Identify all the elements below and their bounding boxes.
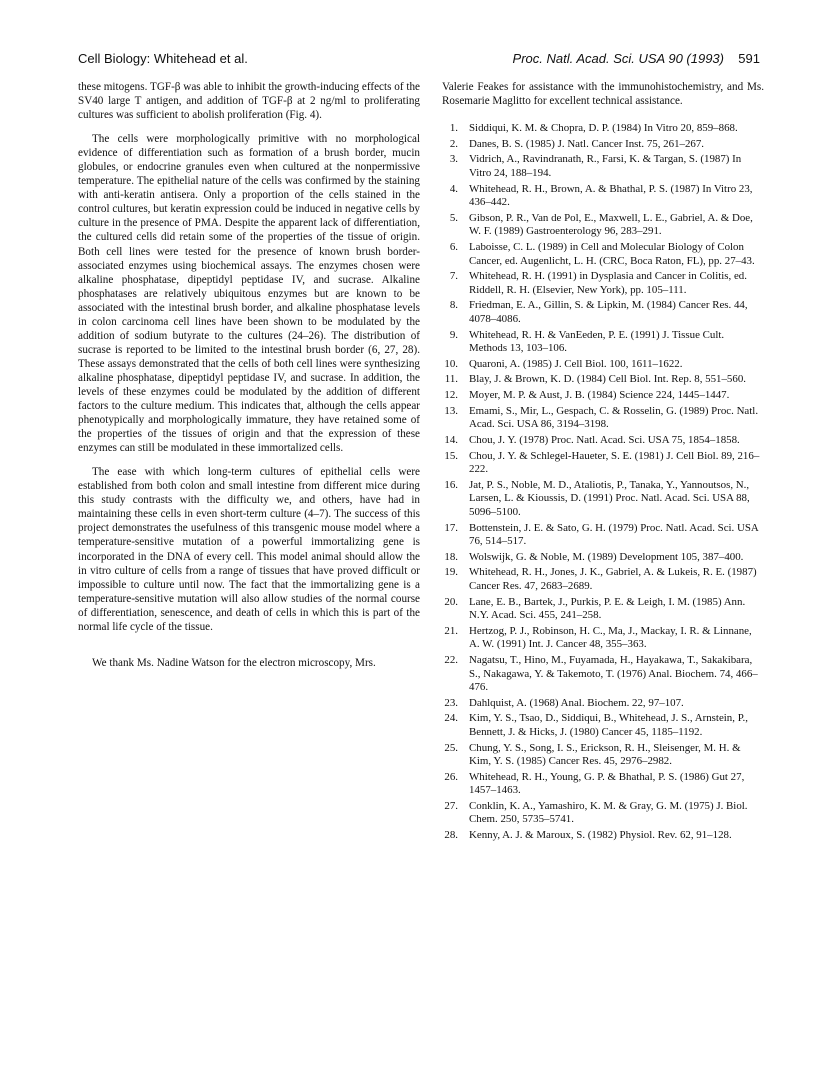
- reference-text: Laboisse, C. L. (1989) in Cell and Molecular Biology of Colon Cancer, ed. Augenlicht, L. H. (CRC, Boca Raton, FL), pp. 27–43.: [469, 241, 755, 267]
- reference-number: 20.: [444, 595, 458, 608]
- reference-text: Chou, J. Y. (1978) Proc. Natl. Acad. Sci. USA 75, 1854–1858.: [469, 434, 740, 447]
- reference-item: [442, 742, 764, 769]
- reference-item: [442, 551, 764, 565]
- reference-number: 27.: [444, 799, 458, 812]
- reference-number: 15.: [444, 449, 458, 462]
- reference-number: 18.: [444, 550, 458, 563]
- reference-number: 22.: [444, 654, 458, 667]
- reference-item: [442, 697, 764, 711]
- reference-number: 28.: [444, 829, 458, 842]
- reference-item: [442, 270, 764, 297]
- reference-item: [442, 479, 764, 520]
- reference-item: [442, 299, 764, 326]
- reference-text: Gibson, P. R., Van de Pol, E., Maxwell, L. E., Gabriel, A. & Doe, W. F. (1989) Gastroenterology 96, 283–291.: [469, 211, 753, 238]
- reference-number: 26.: [444, 770, 458, 783]
- reference-text: Emami, S., Mir, L., Gespach, C. & Rosselin, G. (1989) Proc. Natl. Acad. Sci. USA 86, 3194–3198.: [469, 404, 759, 431]
- reference-text: Chou, J. Y. & Schlegel-Haueter, S. E. (1981) J. Cell Biol. 89, 216–222.: [469, 449, 760, 476]
- reference-item: [442, 654, 764, 695]
- reference-text: Chung, Y. S., Song, I. S., Erickson, R. H., Sleisenger, M. H. & Kim, Y. S. (1985) Cancer Res. 45, 2976–2982.: [469, 741, 741, 768]
- reference-text: Whitehead, R. H. & VanEeden, P. E. (1991) J. Tissue Cult. Methods 13, 103–106.: [469, 328, 725, 355]
- reference-text: Kim, Y. S., Tsao, D., Siddiqui, B., Whitehead, J. S., Arnstein, P., Bennett, J. & Hicks, J. (1980) Cancer 45, 1185–1192.: [469, 712, 748, 738]
- reference-item: [442, 566, 764, 593]
- reference-item: [442, 241, 764, 268]
- reference-item: [442, 522, 764, 549]
- body-paragraph: The ease with which long-term cultures of epithelial cells were established from both colon and small intestine from different mice during this study contrasts with the difficulty we, and others, have had in maintaining these cells in even short-term culture (4–7). The success of this project demonstrates the usefulness of this transgenic mouse model where a temperature-sensitive mutation of a powerful immortalizing gene is incorporated in the DNA of every cell. This model animal should allow the in vitro culture of cells from a range of tissues that have proved difficult or impossible to culture until now. The fact that the immortalizing gene is a temperature-sensitive mutation will also allow studies of the normal course of differentiation, senescence, and death of cells in which this is part of the normal life cycle of the tissue.: [78, 466, 420, 633]
- reference-number: 3.: [449, 153, 458, 166]
- reference-item: [442, 329, 764, 356]
- reference-number: 14.: [444, 434, 458, 447]
- reference-number: 12.: [444, 389, 458, 402]
- reference-text: Whitehead, R. H., Young, G. P. & Bhathal, P. S. (1986) Gut 27, 1457–1463.: [469, 770, 745, 797]
- reference-text: Friedman, E. A., Gillin, S. & Lipkin, M. (1984) Cancer Res. 44, 4078–4086.: [469, 299, 748, 325]
- reference-text: Hertzog, P. J., Robinson, H. C., Ma, J., Mackay, I. R. & Linnane, A. W. (1991) Int. J. Cancer 48, 355–363.: [469, 624, 752, 651]
- reference-number: 23.: [444, 696, 458, 709]
- acknowledgment: We thank Ms. Nadine Watson for the electron microscopy, Mrs.: [92, 656, 376, 669]
- page-number: 591: [738, 51, 760, 66]
- reference-number: 16.: [444, 478, 458, 491]
- left-column: [78, 80, 420, 681]
- reference-number: 6.: [449, 241, 458, 254]
- reference-number: 9.: [449, 328, 458, 341]
- reference-text: Lane, E. B., Bartek, J., Purkis, P. E. & Leigh, I. M. (1985) Ann. N.Y. Acad. Sci. 455, 241–258.: [469, 595, 746, 622]
- paragraph-gap: [78, 455, 420, 465]
- reference-item: [442, 712, 764, 739]
- reference-number: 8.: [449, 299, 458, 312]
- reference-text: Jat, P. S., Noble, M. D., Ataliotis, P., Tanaka, Y., Yannoutsos, N., Larsen, L. & Kioussis, D. (1991) Proc. Natl. Acad. Sci. USA 88, 5096–5100.: [469, 478, 750, 518]
- reference-text: Wolswijk, G. & Noble, M. (1989) Development 105, 387–400.: [469, 550, 744, 563]
- acknowledgment-continued: Valerie Feakes for assistance with the immunohistochemistry, and Ms. Rosemarie Maglitto for excellent technical assistance.: [442, 81, 764, 108]
- reference-item: [442, 153, 764, 180]
- reference-number: 5.: [449, 211, 458, 224]
- reference-number: 21.: [444, 624, 458, 637]
- reference-text: Blay, J. & Brown, K. D. (1984) Cell Biol. Int. Rep. 8, 551–560.: [469, 373, 746, 386]
- reference-text: Vidrich, A., Ravindranath, R., Farsi, K. & Targan, S. (1987) In Vitro 24, 188–194.: [469, 153, 742, 179]
- reference-text: Whitehead, R. H. (1991) in Dysplasia and Cancer in Colitis, ed. Riddell, R. H. (Elsevier, New York), pp. 105–111.: [469, 270, 747, 296]
- reference-item: [442, 389, 764, 403]
- reference-item: [442, 771, 764, 798]
- reference-number: 2.: [449, 137, 458, 150]
- reference-item: [442, 434, 764, 448]
- reference-list: [442, 122, 764, 843]
- reference-text: Moyer, M. P. & Aust, J. B. (1984) Science 224, 1445–1447.: [469, 389, 730, 402]
- right-column: [442, 80, 764, 845]
- reference-number: 10.: [444, 357, 458, 370]
- reference-text: Whitehead, R. H., Jones, J. K., Gabriel, A. & Lukeis, R. E. (1987) Cancer Res. 47, 2683–2689.: [469, 566, 757, 592]
- reference-number: 19.: [444, 566, 458, 579]
- reference-number: 4.: [449, 182, 458, 195]
- reference-text: Danes, B. S. (1985) J. Natl. Cancer Inst. 75, 261–267.: [469, 137, 705, 150]
- reference-item: [442, 625, 764, 652]
- reference-number: 17.: [444, 521, 458, 534]
- reference-number: 1.: [449, 122, 458, 135]
- reference-number: 24.: [444, 712, 458, 725]
- reference-item: [442, 122, 764, 136]
- header-section-author: Cell Biology: Whitehead et al.: [78, 51, 248, 66]
- reference-text: Kenny, A. J. & Maroux, S. (1982) Physiol. Rev. 62, 91–128.: [469, 829, 732, 842]
- reference-text: Nagatsu, T., Hino, M., Fuyamada, H., Hayakawa, T., Sakakibara, S., Nakagawa, Y. & Takemoto, T. (1976) Anal. Biochem. 74, 466–476.: [469, 654, 758, 694]
- running-header: [78, 47, 760, 69]
- reference-item: [442, 829, 764, 843]
- reference-text: Dahlquist, A. (1968) Anal. Biochem. 22, 97–107.: [469, 696, 684, 709]
- reference-text: Quaroni, A. (1985) J. Cell Biol. 100, 1611–1622.: [469, 357, 683, 370]
- paragraph-gap: [78, 122, 420, 132]
- reference-text: Siddiqui, K. M. & Chopra, D. P. (1984) In Vitro 20, 859–868.: [469, 122, 738, 135]
- reference-number: 11.: [444, 373, 458, 386]
- reference-item: [442, 138, 764, 152]
- header-journal-citation: Proc. Natl. Acad. Sci. USA 90 (1993): [512, 51, 724, 66]
- reference-item: [442, 800, 764, 827]
- reference-number: 13.: [444, 404, 458, 417]
- reference-item: [442, 358, 764, 372]
- reference-text: Whitehead, R. H., Brown, A. & Bhathal, P. S. (1987) In Vitro 23, 436–442.: [469, 182, 753, 209]
- reference-number: 25.: [444, 741, 458, 754]
- body-paragraph: these mitogens. TGF-β was able to inhibit the growth-inducing effects of the SV40 large T antigen, and addition of TGF-β at 2 ng/ml to proliferating cultures was sufficient to abolish proliferation (Fig. 4).: [78, 81, 420, 122]
- reference-text: Bottenstein, J. E. & Sato, G. H. (1979) Proc. Natl. Acad. Sci. USA 76, 514–517.: [469, 521, 759, 548]
- reference-text: Conklin, K. A., Yamashiro, K. M. & Gray, G. M. (1975) J. Biol. Chem. 250, 5735–5741.: [469, 799, 748, 826]
- reference-item: [442, 212, 764, 239]
- reference-item: [442, 183, 764, 210]
- reference-number: 7.: [449, 270, 458, 283]
- reference-item: [442, 450, 764, 477]
- reference-item: [442, 373, 764, 387]
- reference-item: [442, 596, 764, 623]
- reference-item: [442, 405, 764, 432]
- body-paragraph: The cells were morphologically primitive with no morphological evidence of differentiation such as formation of a brush border, mucin globules, or endocrine granules even when cultured at the nonpermissive temperature. The epithelial nature of the cells was confirmed by the staining with anti-keratin antisera. Only a proportion of the cells stained in the control cultures, but keratin expression could be induced in negative cells by culture in the presence of PMA. Despite the apparent lack of differentiation, the cultured cells did retain some of the properties of the tissue of origin. Both cell lines were tested for the presence of known brush border-associated enzymes using biochemical assays. The enzymes chosen were alkaline phosphatase, dipeptidyl peptidase IV, and sucrase. Alkaline phosphatases are relatively ubiquitous enzymes but are known to be associated with the intestinal brush border, and alkaline phosphatase levels in colon carcinoma cell lines have been shown to be modulated by the addition of sodium butyrate to the cultures (24–26). The distribution of sucrase is reported to be limited to the intestinal brush border (6, 27, 28). These assays demonstrated that the cells of both cell lines were synthesizing alkaline phosphatase, dipeptidyl peptidase IV, and sucrase. In addition, the levels of these enzymes could be modulated by the addition of different factors to the culture medium. This indicates that, although the cells appear phenotypically and morphologically immature, they have retained some of the properties of the tissues of origin and that the expression of these enzymes can still be modulated in these immortalized cells.: [78, 133, 420, 455]
